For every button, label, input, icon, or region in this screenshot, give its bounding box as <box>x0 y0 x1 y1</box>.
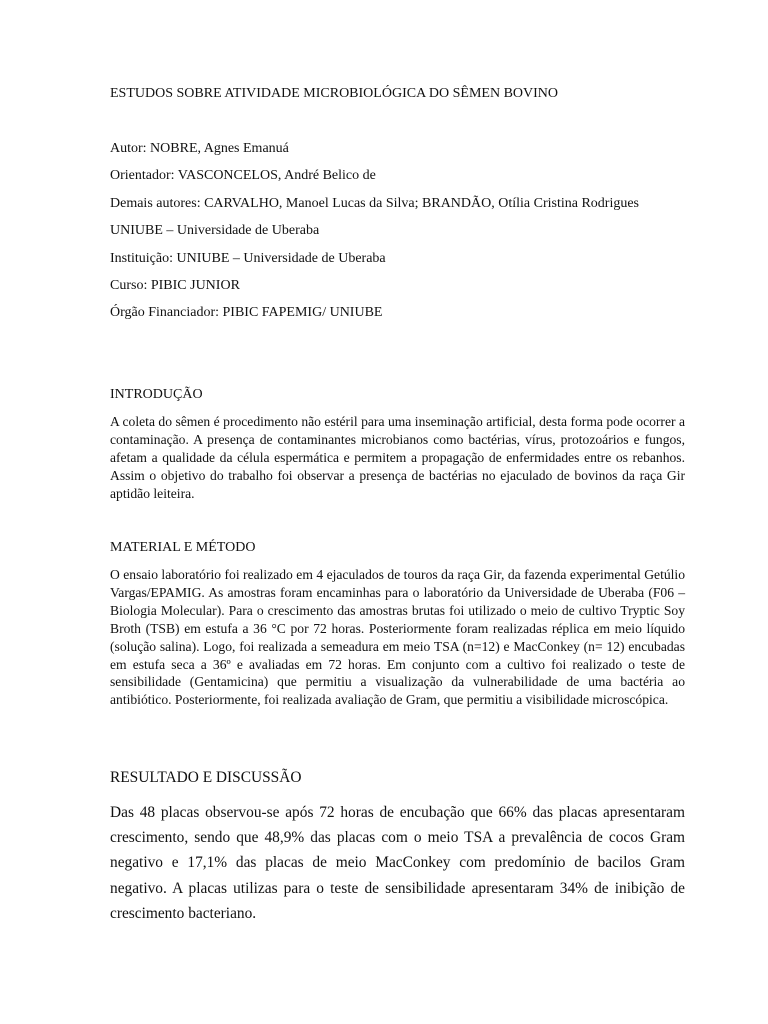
author-line: Autor: NOBRE, Agnes Emanuá <box>110 141 289 156</box>
institution-line: Instituição: UNIUBE – Universidade de Uberaba <box>110 251 386 266</box>
funding-line: Órgão Financiador: PIBIC FAPEMIG/ UNIUBE <box>110 305 383 320</box>
methods-heading: MATERIAL E MÉTODO <box>110 540 256 555</box>
university-line: UNIUBE – Universidade de Uberaba <box>110 223 320 238</box>
document-title: ESTUDOS SOBRE ATIVIDADE MICROBIOLÓGICA DO SÊMEN BOVINO <box>110 86 559 101</box>
introduction-heading: INTRODUÇÃO <box>110 387 203 402</box>
course-line: Curso: PIBIC JUNIOR <box>110 278 240 293</box>
advisor-line: Orientador: VASCONCELOS, André Belico de <box>110 168 376 183</box>
methods-text: O ensaio laboratório foi realizado em 4 ejaculados de touros da raça Gir, da fazenda experimental Getúlio Vargas/EPAMIG. As amostras foram encaminhas para o laboratório da Universidade de Uberaba (F06 – Biologia Molecular). Para o crescimento das amostras brutas foi utilizado o meio de cultivo Tryptic Soy Broth (TSB) em estufa a 36 °C por 72 horas. Posteriormente foram realizadas réplica em meio líquido (solução salina). Logo, foi realizada a semeadura em meio TSA (n=12) e MacConkey (n= 12) encubadas em estufa seca a 36º e avaliadas em 72 horas. Em conjunto com a cultivo foi realizado o teste de sensibilidade (Gentamicina) que permitiu a visualização da vulnerabilidade de uma bactéria ao antibiótico. Posteriormente, foi realizada avaliação de Gram, que permitiu a visibilidade microscópica. <box>110 567 685 708</box>
introduction-text: A coleta do sêmen é procedimento não estéril para uma inseminação artificial, desta forma pode ocorrer a contaminação. A presença de contaminantes microbianos como bactérias, vírus, protozoários e fungos, afetam a qualidade da célula espermática e permitem a propagação de enfermidades entre os rebanhos. Assim o objetivo do trabalho foi observar a presença de bactérias no ejaculado de bovinos da raça Gir aptidão leiteira. <box>110 414 685 501</box>
coauthors-line: Demais autores: CARVALHO, Manoel Lucas da Silva; BRANDÃO, Otília Cristina Rodrigues <box>110 196 640 211</box>
results-text: Das 48 placas observou-se após 72 horas de encubação que 66% das placas apresentaram crescimento, sendo que 48,9% das placas com o meio TSA a prevalência de cocos Gram negativo e 17,1% das placas de meio MacConkey com predomínio de bacilos Gram negativo. A placas utilizas para o teste de sensibilidade apresentaram 34% de inibição de crescimento bacteriano. <box>110 804 685 922</box>
results-heading: RESULTADO E DISCUSSÃO <box>110 769 302 786</box>
